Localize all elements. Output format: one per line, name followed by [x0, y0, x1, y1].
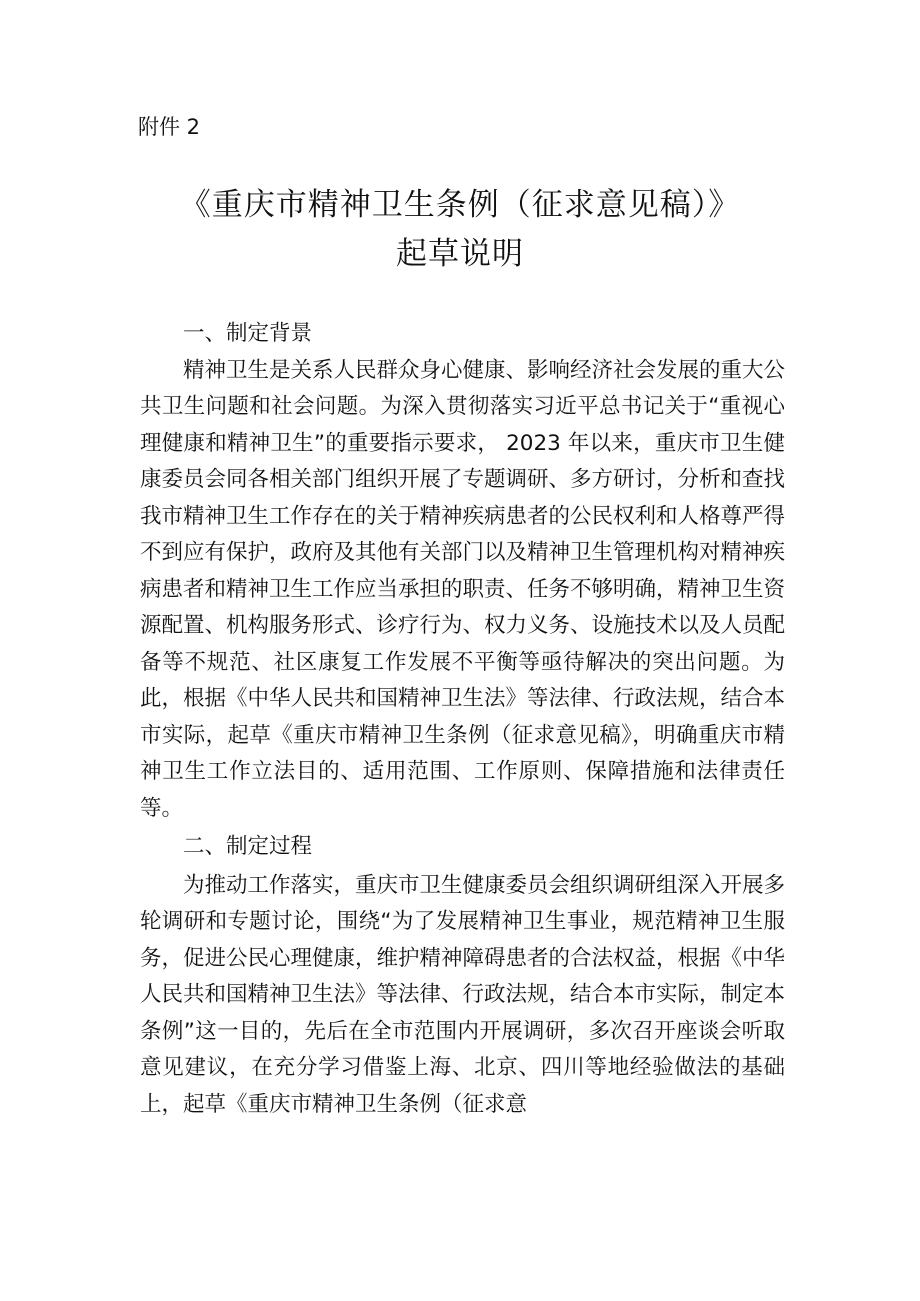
title-line-1: 《重庆市精神卫生条例（征求意见稿）》 [179, 187, 741, 223]
document-title [0, 183, 920, 276]
document-body [140, 316, 785, 1123]
title-line-2: 起草说明 [396, 236, 524, 272]
attachment-label: 附件 2 [138, 115, 201, 139]
section-heading-process: 二、制定过程 [183, 834, 313, 859]
section-heading-background: 一、制定背景 [183, 321, 313, 346]
section-paragraph-background: 精神卫生是关系人民群众身心健康、影响经济社会发展的重大公共卫生问题和社会问题。为深入贯彻落实习近平总书记关于“重视心理健康和精神卫生”的重要指示要求， 2023 年以来，重庆市卫生健康委员会同各相关部门组织开展了专题调研、多方研讨，分析和查找我市精神卫生工作存在的关于精神疾病患者的公民权利和人格尊严得不到应有保护，政府及其他有关部门以及精神卫生管理机构对精神疾病患者和精神卫生工作应当承担的职责、任务不够明确，精神卫生资源配置、机构服务形式、诊疗行为、权力义务、设施技术以及人员配备等不规范、社区康复工作发展不平衡等亟待解决的突出问题。为此，根据《中华人民共和国精神卫生法》等法律、行政法规，结合本市实际，起草《重庆市精神卫生条例（征求意见稿》，明确重庆市精神卫生工作立法目的、适用范围、工作原则、保障措施和法律责任等。 [140, 357, 786, 821]
section-paragraph-process: 为推动工作落实，重庆市卫生健康委员会组织调研组深入开展多轮调研和专题讨论，围绕“为了发展精神卫生事业，规范精神卫生服务，促进公民心理健康，维护精神障碍患者的合法权益，根据《中华人民共和国精神卫生法》等法律、行政法规，结合本市实际，制定本条例”这一目的，先后在全市范围内开展调研，多次召开座谈会听取意见建议，在充分学习借鉴上海、北京、四川等地经验做法的基础上，起草《重庆市精神卫生条例（征求意 [140, 872, 786, 1117]
